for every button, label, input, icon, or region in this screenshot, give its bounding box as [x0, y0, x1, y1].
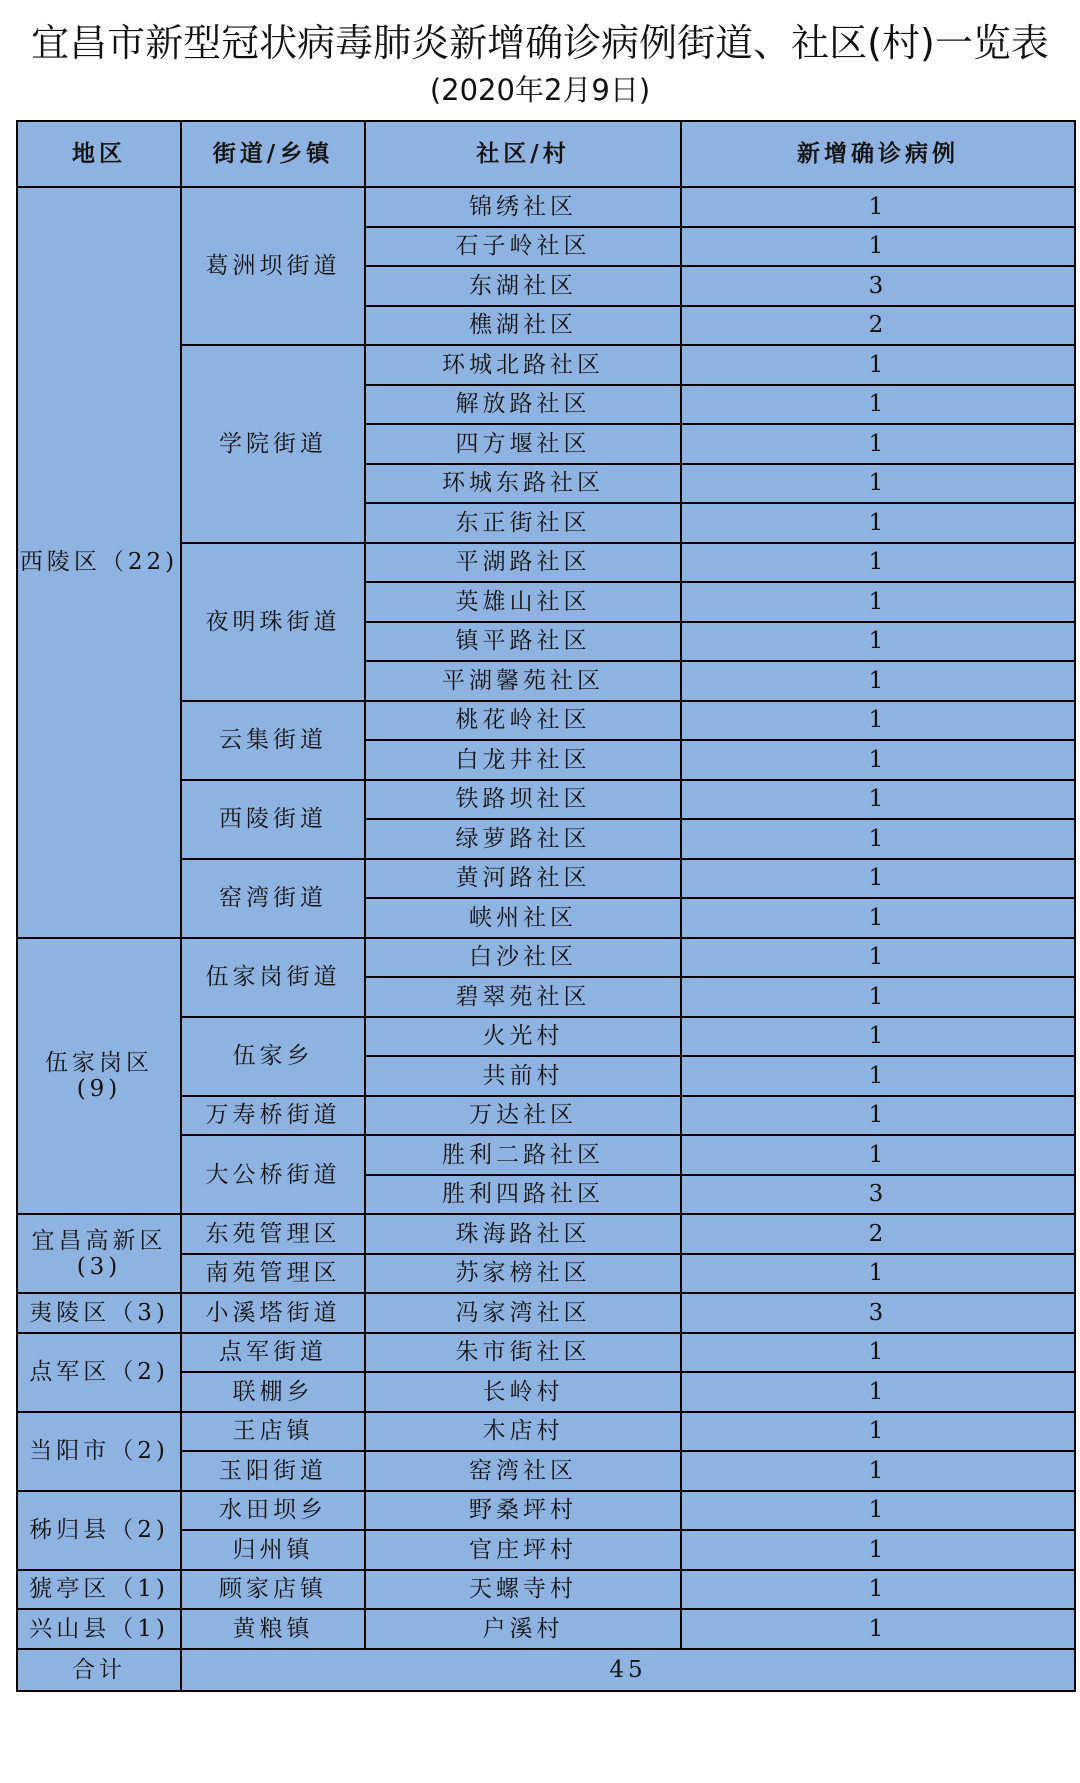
- street-cell: 点军街道: [181, 1333, 365, 1373]
- case-count-cell: 1: [681, 740, 1075, 780]
- case-count-cell: 1: [681, 1333, 1075, 1373]
- region-cell: 夷陵区（3): [17, 1293, 181, 1333]
- community-cell: 窑湾社区: [365, 1451, 681, 1491]
- street-cell: 东苑管理区: [181, 1214, 365, 1254]
- street-cell: 万寿桥街道: [181, 1096, 365, 1136]
- table-row: [17, 187, 1075, 227]
- case-count-cell: 1: [681, 1530, 1075, 1570]
- community-cell: 环城东路社区: [365, 464, 681, 504]
- street-cell: 伍家岗街道: [181, 938, 365, 1017]
- table-body: [17, 187, 1075, 1649]
- community-cell: 朱市街社区: [365, 1333, 681, 1373]
- case-count-cell: 1: [681, 543, 1075, 583]
- community-cell: 长岭村: [365, 1372, 681, 1412]
- street-cell: 黄粮镇: [181, 1609, 365, 1649]
- table-row: [17, 938, 1075, 978]
- community-cell: 石子岭社区: [365, 227, 681, 267]
- community-cell: 野桑坪村: [365, 1491, 681, 1531]
- case-count-cell: 1: [681, 819, 1075, 859]
- street-cell: 联棚乡: [181, 1372, 365, 1412]
- community-cell: 东正街社区: [365, 503, 681, 543]
- street-cell: 南苑管理区: [181, 1254, 365, 1294]
- region-cell: 点军区（2): [17, 1333, 181, 1412]
- region-cell: 西陵区（22): [17, 187, 181, 938]
- case-count-cell: 1: [681, 1451, 1075, 1491]
- column-header-new-cases: 新增确诊病例: [681, 121, 1075, 187]
- community-cell: 火光村: [365, 1017, 681, 1057]
- case-count-cell: 1: [681, 464, 1075, 504]
- column-header-region: 地区: [17, 121, 181, 187]
- community-cell: 桃花岭社区: [365, 701, 681, 741]
- community-cell: 四方堰社区: [365, 424, 681, 464]
- case-count-cell: 1: [681, 227, 1075, 267]
- total-value: 45: [181, 1649, 1075, 1691]
- street-cell: 云集街道: [181, 701, 365, 780]
- cases-table: [16, 120, 1076, 1692]
- street-cell: 伍家乡: [181, 1017, 365, 1096]
- community-cell: 铁路坝社区: [365, 780, 681, 820]
- case-count-cell: 1: [681, 187, 1075, 227]
- community-cell: 黄河路社区: [365, 859, 681, 899]
- community-cell: 解放路社区: [365, 385, 681, 425]
- table-row: [17, 1412, 1075, 1452]
- community-cell: 峡州社区: [365, 898, 681, 938]
- street-cell: 学院街道: [181, 345, 365, 543]
- table-row: [17, 1609, 1075, 1649]
- street-cell: 窑湾街道: [181, 859, 365, 938]
- total-row: [17, 1649, 1075, 1691]
- community-cell: 碧翠苑社区: [365, 977, 681, 1017]
- community-cell: 苏家榜社区: [365, 1254, 681, 1294]
- street-cell: 夜明珠街道: [181, 543, 365, 701]
- street-cell: 小溪塔街道: [181, 1293, 365, 1333]
- community-cell: 锦绣社区: [365, 187, 681, 227]
- case-count-cell: 1: [681, 1056, 1075, 1096]
- community-cell: 木店村: [365, 1412, 681, 1452]
- case-count-cell: 1: [681, 385, 1075, 425]
- street-cell: 葛洲坝街道: [181, 187, 365, 345]
- region-cell: 宜昌高新区 (3): [17, 1214, 181, 1293]
- page-subtitle: (2020年2月9日): [429, 73, 651, 107]
- community-cell: 平湖路社区: [365, 543, 681, 583]
- case-count-cell: 3: [681, 266, 1075, 306]
- case-count-cell: 1: [681, 1491, 1075, 1531]
- case-count-cell: 1: [681, 661, 1075, 701]
- case-count-cell: 1: [681, 859, 1075, 899]
- case-count-cell: 1: [681, 1412, 1075, 1452]
- street-cell: 顾家店镇: [181, 1570, 365, 1610]
- community-cell: 英雄山社区: [365, 582, 681, 622]
- community-cell: 万达社区: [365, 1096, 681, 1136]
- community-cell: 官庄坪村: [365, 1530, 681, 1570]
- street-cell: 王店镇: [181, 1412, 365, 1452]
- case-count-cell: 1: [681, 898, 1075, 938]
- case-count-cell: 3: [681, 1175, 1075, 1215]
- case-count-cell: 1: [681, 1570, 1075, 1610]
- community-cell: 白龙井社区: [365, 740, 681, 780]
- street-cell: 水田坝乡: [181, 1491, 365, 1531]
- street-cell: 西陵街道: [181, 780, 365, 859]
- region-cell: 秭归县（2): [17, 1491, 181, 1570]
- street-cell: 归州镇: [181, 1530, 365, 1570]
- column-header-community: 社区/村: [365, 121, 681, 187]
- community-cell: 平湖馨苑社区: [365, 661, 681, 701]
- case-count-cell: 1: [681, 977, 1075, 1017]
- table-row: [17, 1214, 1075, 1254]
- column-header-street: 街道/乡镇: [181, 121, 365, 187]
- case-count-cell: 1: [681, 503, 1075, 543]
- case-count-cell: 1: [681, 424, 1075, 464]
- page-title: 宜昌市新型冠状病毒肺炎新增确诊病例街道、社区(村)一览表: [31, 21, 1049, 65]
- community-cell: 胜利二路社区: [365, 1135, 681, 1175]
- region-cell: 伍家岗区 (9): [17, 938, 181, 1215]
- case-count-cell: 1: [681, 701, 1075, 741]
- case-count-cell: 3: [681, 1293, 1075, 1333]
- case-count-cell: 1: [681, 622, 1075, 662]
- table-row: [17, 1491, 1075, 1531]
- case-count-cell: 1: [681, 1096, 1075, 1136]
- community-cell: 共前村: [365, 1056, 681, 1096]
- region-cell: 兴山县（1): [17, 1609, 181, 1649]
- case-count-cell: 1: [681, 1135, 1075, 1175]
- case-count-cell: 2: [681, 306, 1075, 346]
- region-cell: 猇亭区（1): [17, 1570, 181, 1610]
- case-count-cell: 2: [681, 1214, 1075, 1254]
- street-cell: 玉阳街道: [181, 1451, 365, 1491]
- community-cell: 胜利四路社区: [365, 1175, 681, 1215]
- community-cell: 镇平路社区: [365, 622, 681, 662]
- community-cell: 樵湖社区: [365, 306, 681, 346]
- community-cell: 冯家湾社区: [365, 1293, 681, 1333]
- table-row: [17, 1293, 1075, 1333]
- table-header-row: [17, 121, 1075, 187]
- case-count-cell: 1: [681, 1609, 1075, 1649]
- case-count-cell: 1: [681, 780, 1075, 820]
- community-cell: 环城北路社区: [365, 345, 681, 385]
- case-count-cell: 1: [681, 345, 1075, 385]
- case-count-cell: 1: [681, 582, 1075, 622]
- street-cell: 大公桥街道: [181, 1135, 365, 1214]
- total-label: 合计: [17, 1649, 181, 1691]
- case-count-cell: 1: [681, 1017, 1075, 1057]
- community-cell: 白沙社区: [365, 938, 681, 978]
- community-cell: 珠海路社区: [365, 1214, 681, 1254]
- case-count-cell: 1: [681, 938, 1075, 978]
- table-row: [17, 1333, 1075, 1373]
- case-count-cell: 1: [681, 1254, 1075, 1294]
- table-row: [17, 1570, 1075, 1610]
- community-cell: 绿萝路社区: [365, 819, 681, 859]
- community-cell: 东湖社区: [365, 266, 681, 306]
- community-cell: 天螺寺村: [365, 1570, 681, 1610]
- community-cell: 户溪村: [365, 1609, 681, 1649]
- case-count-cell: 1: [681, 1372, 1075, 1412]
- region-cell: 当阳市（2): [17, 1412, 181, 1491]
